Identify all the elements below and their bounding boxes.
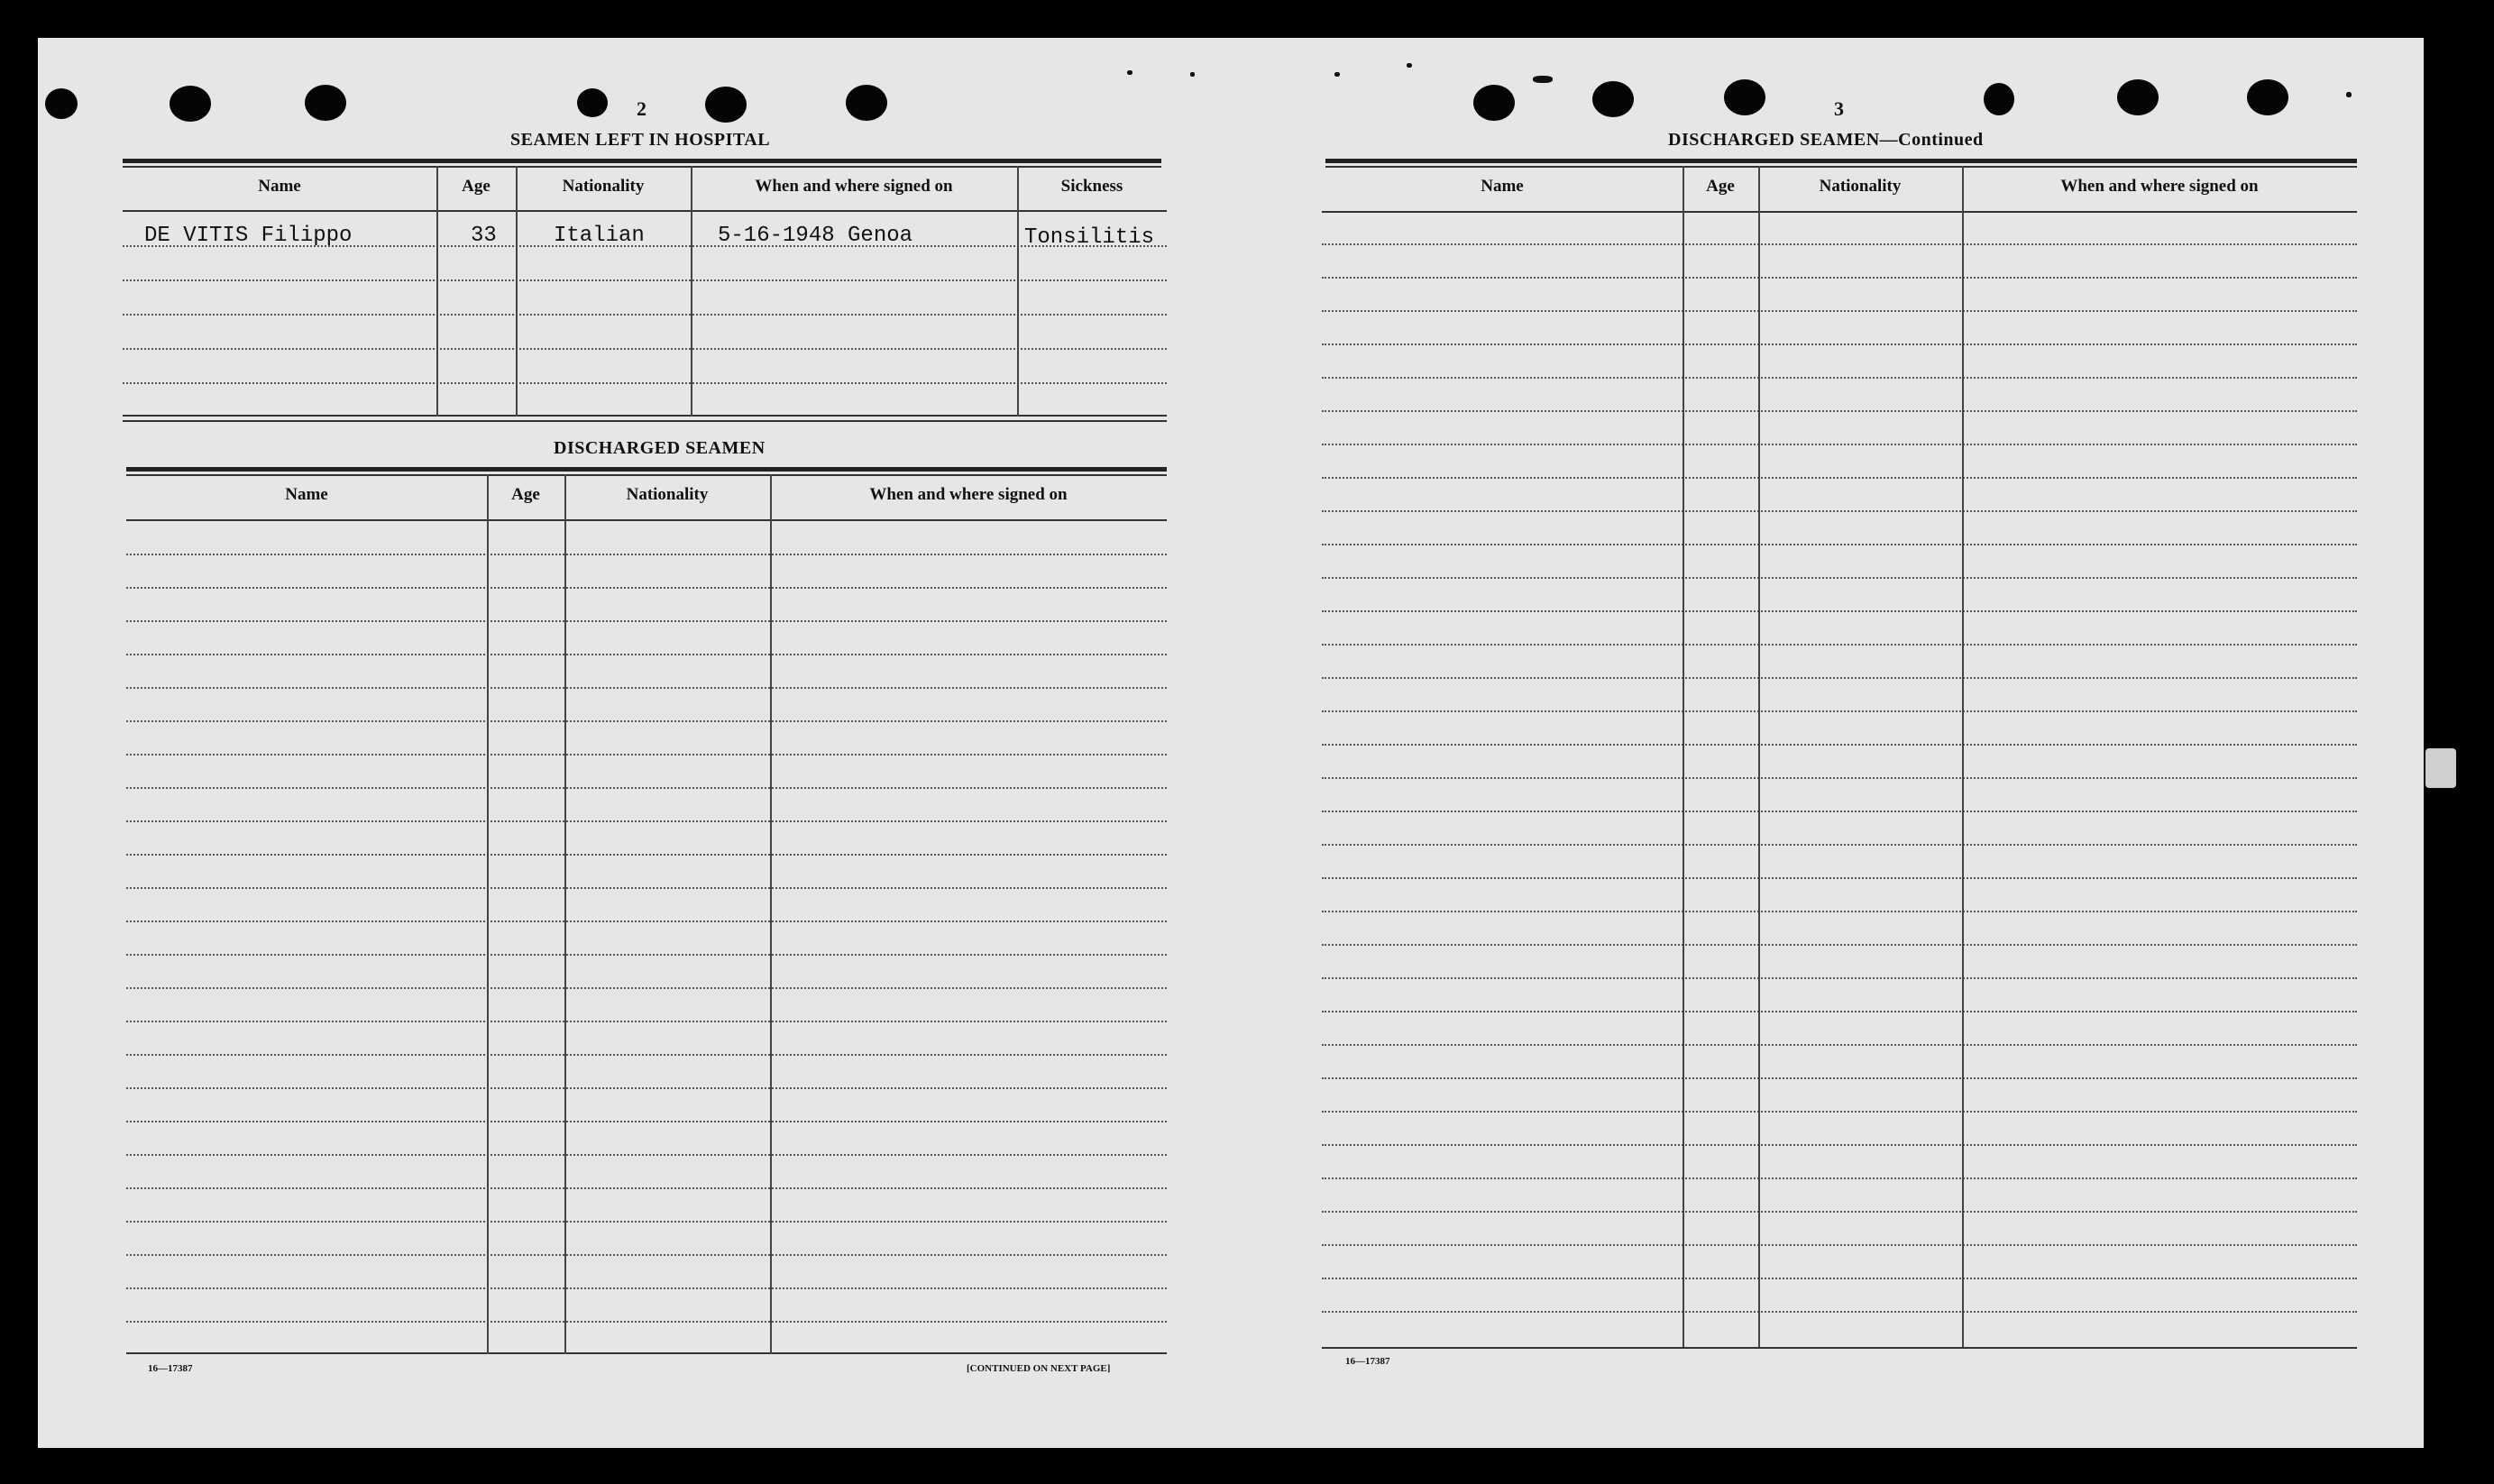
row-rule [1322,1111,2357,1113]
row-rule [1322,977,2357,979]
hospital-row-signed-on: 5-16-1948 Genoa [718,224,913,248]
column-header-age: Age [1706,177,1735,196]
row-rule [126,1054,1167,1056]
row-rule [126,887,1167,889]
row-rule [1322,1311,2357,1313]
punch-hole [1724,79,1765,115]
rule [1322,211,2357,213]
row-rule [126,1087,1167,1089]
column-header-signed-on: When and where signed on [2060,177,2259,196]
punch-hole [1473,85,1515,121]
punch-hole [170,86,211,122]
rule [126,467,1167,472]
row-rule [1322,310,2357,312]
punch-hole [1984,83,2014,115]
column-rule [691,166,692,417]
column-header-name: Name [285,485,328,504]
column-rule [487,474,489,1354]
row-rule [126,1187,1167,1189]
row-rule [126,987,1167,989]
hospital-row-age: 33 [471,224,497,248]
column-header-nationality: Nationality [626,485,709,504]
row-rule [1322,1144,2357,1146]
rule [1322,1347,2357,1349]
column-rule [1962,166,1964,1347]
rule [126,474,1167,476]
rule [126,1352,1167,1354]
row-rule [1322,377,2357,379]
row-rule [123,314,1167,316]
rule [1325,166,2357,168]
form-number-right: 16—17387 [1345,1356,1390,1367]
row-rule [1322,1177,2357,1179]
column-rule [564,474,566,1354]
row-rule [1322,510,2357,512]
document-sheet [38,38,2424,1448]
discharged-section-title: DISCHARGED SEAMEN [554,438,766,458]
row-rule [1322,1211,2357,1213]
row-rule [1322,710,2357,712]
row-rule [1322,444,2357,445]
ink-speck [1334,72,1340,77]
row-rule [123,382,1167,384]
rule [126,519,1167,521]
form-number-left: 16—17387 [148,1363,193,1374]
ink-speck [2346,92,2352,97]
torn-corner [2425,748,2456,788]
row-rule [126,921,1167,922]
ink-speck [1407,63,1412,68]
rule [123,159,1161,163]
row-rule [126,1287,1167,1289]
row-rule [123,279,1167,281]
row-rule [126,787,1167,789]
row-rule [1322,1077,2357,1079]
ink-speck [1127,70,1132,75]
row-rule [1322,1011,2357,1012]
hospital-row-name: DE VITIS Filippo [144,224,353,248]
punch-hole [2247,79,2288,115]
punch-hole [705,87,747,123]
hospital-row-sickness: Tonsilitis [1024,225,1155,250]
column-header-name: Name [258,177,301,196]
discharged-continued-title: DISCHARGED SEAMEN—Continued [1668,130,1984,150]
row-rule [1322,277,2357,279]
rule [123,210,1167,212]
row-rule [126,1321,1167,1323]
row-rule [1322,544,2357,545]
column-rule [1683,166,1684,1347]
column-header-signed-on: When and where signed on [869,485,1068,504]
row-rule [126,654,1167,655]
punch-hole [846,85,887,121]
rule [123,166,1161,168]
row-rule [123,245,1167,247]
row-rule [126,587,1167,589]
rule [123,420,1167,422]
row-rule [1322,477,2357,479]
row-rule [1322,944,2357,946]
row-rule [1322,644,2357,646]
punch-hole [577,88,608,117]
row-rule [1322,610,2357,612]
row-rule [1322,911,2357,912]
column-rule [770,474,772,1354]
ink-speck [1533,76,1553,83]
row-rule [126,754,1167,756]
row-rule [1322,243,2357,245]
row-rule [126,1154,1167,1156]
row-rule [126,620,1167,622]
punch-hole [1592,81,1634,117]
row-rule [1322,744,2357,746]
row-rule [1322,1044,2357,1046]
page-number-right: 3 [1834,97,1844,120]
column-rule [1017,166,1019,417]
column-header-name: Name [1481,177,1524,196]
column-header-age: Age [511,485,540,504]
row-rule [126,1121,1167,1122]
row-rule [126,1254,1167,1256]
hospital-section-title: SEAMEN LEFT IN HOSPITAL [510,130,771,150]
punch-hole [45,88,78,119]
row-rule [1322,677,2357,679]
row-rule [1322,344,2357,345]
row-rule [126,554,1167,555]
rule [1325,159,2357,163]
row-rule [1322,777,2357,779]
column-header-signed-on: When and where signed on [755,177,953,196]
row-rule [126,854,1167,856]
row-rule [1322,844,2357,846]
row-rule [1322,577,2357,579]
row-rule [126,820,1167,822]
row-rule [126,720,1167,722]
column-rule [436,166,438,417]
hospital-row-nationality: Italian [554,224,645,248]
punch-hole [2117,79,2159,115]
row-rule [126,687,1167,689]
row-rule [126,1021,1167,1022]
row-rule [1322,877,2357,879]
column-header-age: Age [462,177,491,196]
row-rule [1322,1244,2357,1246]
row-rule [1322,811,2357,812]
ink-speck [1190,72,1195,77]
row-rule [126,954,1167,956]
continued-note: [CONTINUED ON NEXT PAGE] [967,1363,1111,1374]
punch-hole [305,85,346,121]
column-rule [516,166,518,417]
column-header-sickness: Sickness [1060,177,1123,196]
row-rule [123,348,1167,350]
column-rule [1758,166,1760,1347]
page-number-left: 2 [637,97,646,120]
rule [123,415,1167,417]
row-rule [126,1221,1167,1223]
row-rule [1322,1278,2357,1279]
column-header-nationality: Nationality [562,177,645,196]
column-header-nationality: Nationality [1819,177,1902,196]
row-rule [1322,410,2357,412]
